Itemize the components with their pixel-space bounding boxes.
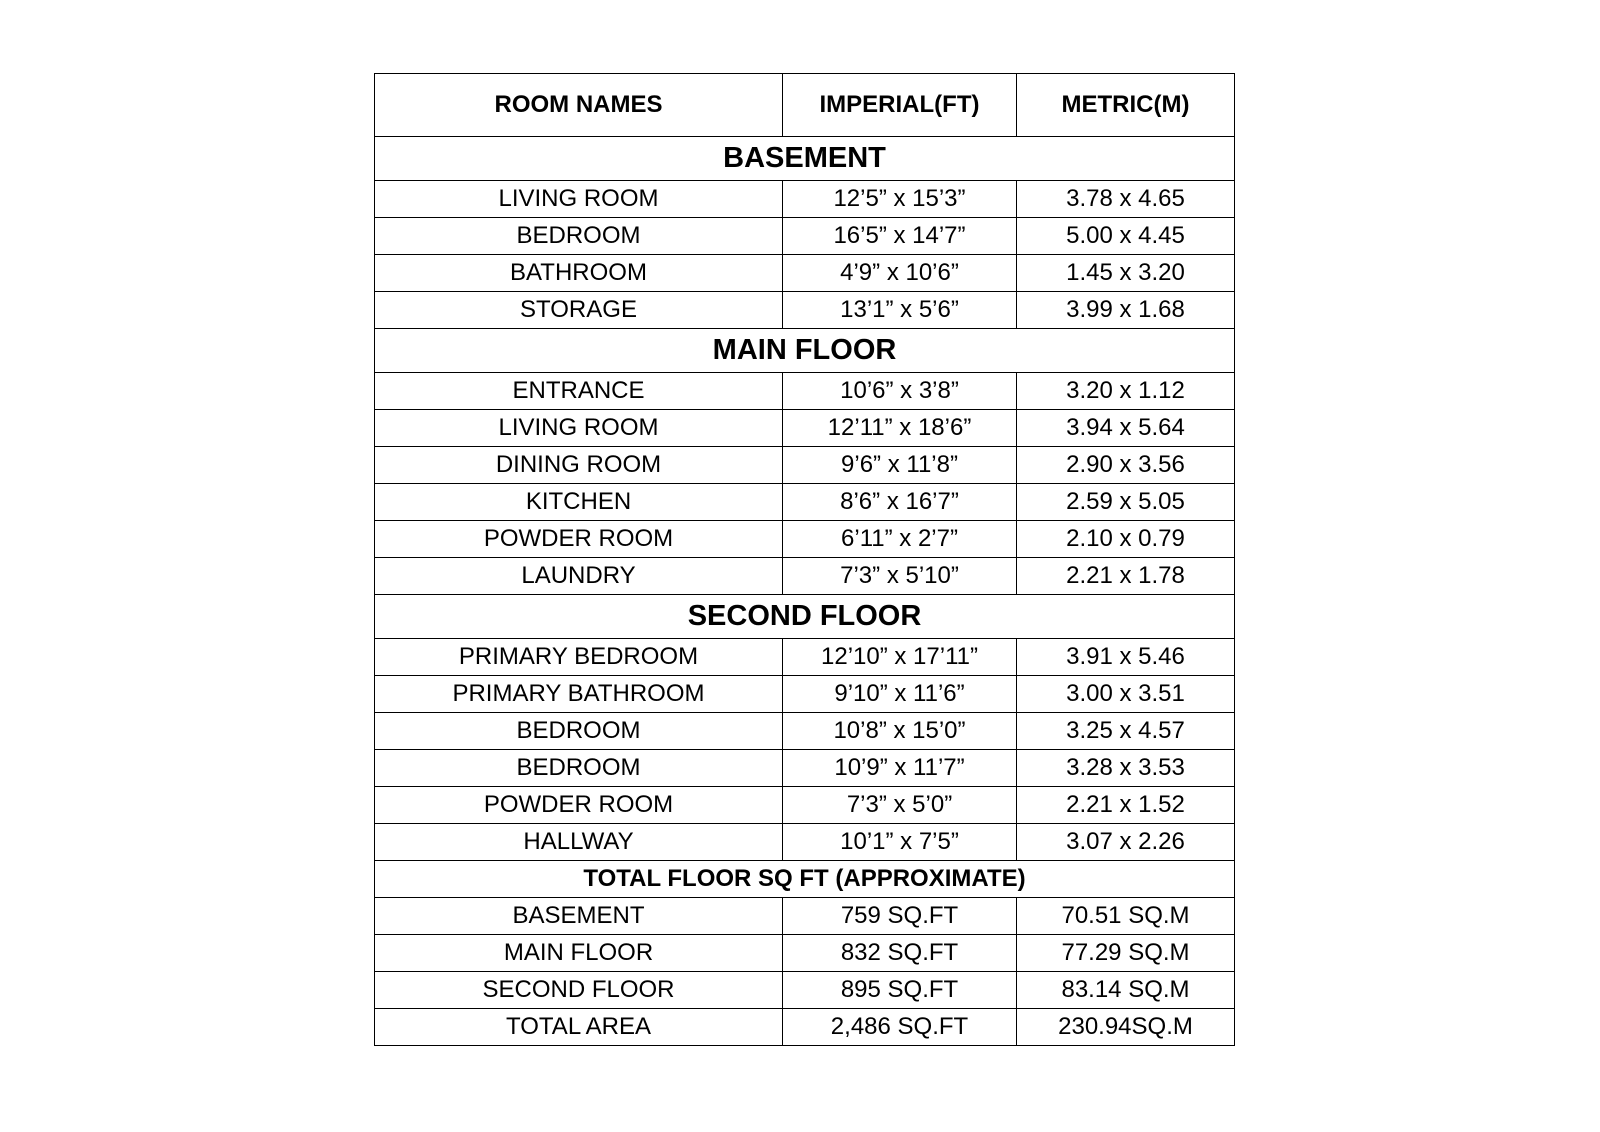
imperial-dimension-cell: 8’6” x 16’7”: [783, 484, 1017, 521]
imperial-dimension-cell: 832 SQ.FT: [783, 935, 1017, 972]
table-row: [375, 484, 1235, 521]
metric-dimension-cell: 2.59 x 5.05: [1017, 484, 1235, 521]
table-row: [375, 292, 1235, 329]
totals-heading-title: TOTAL FLOOR SQ FT (APPROXIMATE): [375, 861, 1235, 898]
metric-dimension-cell: 1.45 x 3.20: [1017, 255, 1235, 292]
room-name-cell: ENTRANCE: [375, 373, 783, 410]
room-name-cell: MAIN FLOOR: [375, 935, 783, 972]
metric-dimension-cell: 83.14 SQ.M: [1017, 972, 1235, 1009]
table-row: [375, 521, 1235, 558]
imperial-dimension-cell: 10’9” x 11’7”: [783, 750, 1017, 787]
metric-dimension-cell: 3.99 x 1.68: [1017, 292, 1235, 329]
metric-dimension-cell: 3.94 x 5.64: [1017, 410, 1235, 447]
imperial-dimension-cell: 895 SQ.FT: [783, 972, 1017, 1009]
table-row: [375, 787, 1235, 824]
room-name-cell: LIVING ROOM: [375, 410, 783, 447]
metric-dimension-cell: 3.00 x 3.51: [1017, 676, 1235, 713]
table-row: [375, 639, 1235, 676]
metric-dimension-cell: 3.20 x 1.12: [1017, 373, 1235, 410]
table-row: [375, 255, 1235, 292]
totals-row: [375, 898, 1235, 935]
imperial-dimension-cell: 10’6” x 3’8”: [783, 373, 1017, 410]
room-name-cell: SECOND FLOOR: [375, 972, 783, 1009]
section-heading: [375, 329, 1235, 373]
metric-dimension-cell: 2.10 x 0.79: [1017, 521, 1235, 558]
table-row: [375, 750, 1235, 787]
imperial-dimension-cell: 12’5” x 15’3”: [783, 181, 1017, 218]
room-name-cell: BASEMENT: [375, 898, 783, 935]
metric-dimension-cell: 3.25 x 4.57: [1017, 713, 1235, 750]
table-header-row: [375, 74, 1235, 137]
metric-dimension-cell: 70.51 SQ.M: [1017, 898, 1235, 935]
imperial-dimension-cell: 9’6” x 11’8”: [783, 447, 1017, 484]
room-name-cell: STORAGE: [375, 292, 783, 329]
metric-dimension-cell: 3.78 x 4.65: [1017, 181, 1235, 218]
table-row: [375, 713, 1235, 750]
room-name-cell: POWDER ROOM: [375, 787, 783, 824]
imperial-dimension-cell: 12’10” x 17’11”: [783, 639, 1017, 676]
metric-dimension-cell: 77.29 SQ.M: [1017, 935, 1235, 972]
room-name-cell: BEDROOM: [375, 750, 783, 787]
table-row: [375, 676, 1235, 713]
imperial-dimension-cell: 10’8” x 15’0”: [783, 713, 1017, 750]
column-header-metric: METRIC(M): [1017, 74, 1235, 137]
metric-dimension-cell: 5.00 x 4.45: [1017, 218, 1235, 255]
imperial-dimension-cell: 7’3” x 5’10”: [783, 558, 1017, 595]
imperial-dimension-cell: 16’5” x 14’7”: [783, 218, 1017, 255]
metric-dimension-cell: 2.21 x 1.52: [1017, 787, 1235, 824]
imperial-dimension-cell: 12’11” x 18’6”: [783, 410, 1017, 447]
room-name-cell: BEDROOM: [375, 218, 783, 255]
metric-dimension-cell: 3.28 x 3.53: [1017, 750, 1235, 787]
room-name-cell: BEDROOM: [375, 713, 783, 750]
room-name-cell: POWDER ROOM: [375, 521, 783, 558]
imperial-dimension-cell: 759 SQ.FT: [783, 898, 1017, 935]
section-heading: [375, 137, 1235, 181]
table-row: [375, 410, 1235, 447]
imperial-dimension-cell: 10’1” x 7’5”: [783, 824, 1017, 861]
room-name-cell: TOTAL AREA: [375, 1009, 783, 1046]
imperial-dimension-cell: 9’10” x 11’6”: [783, 676, 1017, 713]
room-name-cell: PRIMARY BEDROOM: [375, 639, 783, 676]
section-heading: [375, 595, 1235, 639]
imperial-dimension-cell: 4’9” x 10’6”: [783, 255, 1017, 292]
room-name-cell: PRIMARY BATHROOM: [375, 676, 783, 713]
room-name-cell: DINING ROOM: [375, 447, 783, 484]
totals-heading: [375, 861, 1235, 898]
table-row: [375, 373, 1235, 410]
imperial-dimension-cell: 7’3” x 5’0”: [783, 787, 1017, 824]
table-row: [375, 218, 1235, 255]
room-name-cell: BATHROOM: [375, 255, 783, 292]
section-heading-title: BASEMENT: [375, 137, 1235, 181]
metric-dimension-cell: 230.94SQ.M: [1017, 1009, 1235, 1046]
imperial-dimension-cell: 13’1” x 5’6”: [783, 292, 1017, 329]
table-row: [375, 558, 1235, 595]
table-row: [375, 824, 1235, 861]
room-dimensions-table: [374, 73, 1235, 1046]
imperial-dimension-cell: 6’11” x 2’7”: [783, 521, 1017, 558]
totals-row: [375, 935, 1235, 972]
totals-row: [375, 972, 1235, 1009]
table-body: [375, 137, 1235, 1046]
room-name-cell: LIVING ROOM: [375, 181, 783, 218]
room-name-cell: KITCHEN: [375, 484, 783, 521]
metric-dimension-cell: 3.07 x 2.26: [1017, 824, 1235, 861]
section-heading-title: MAIN FLOOR: [375, 329, 1235, 373]
column-header-room-names: ROOM NAMES: [375, 74, 783, 137]
column-header-imperial: IMPERIAL(FT): [783, 74, 1017, 137]
imperial-dimension-cell: 2,486 SQ.FT: [783, 1009, 1017, 1046]
table-row: [375, 181, 1235, 218]
table-row: [375, 447, 1235, 484]
metric-dimension-cell: 2.90 x 3.56: [1017, 447, 1235, 484]
totals-row: [375, 1009, 1235, 1046]
metric-dimension-cell: 3.91 x 5.46: [1017, 639, 1235, 676]
metric-dimension-cell: 2.21 x 1.78: [1017, 558, 1235, 595]
room-name-cell: LAUNDRY: [375, 558, 783, 595]
section-heading-title: SECOND FLOOR: [375, 595, 1235, 639]
room-name-cell: HALLWAY: [375, 824, 783, 861]
